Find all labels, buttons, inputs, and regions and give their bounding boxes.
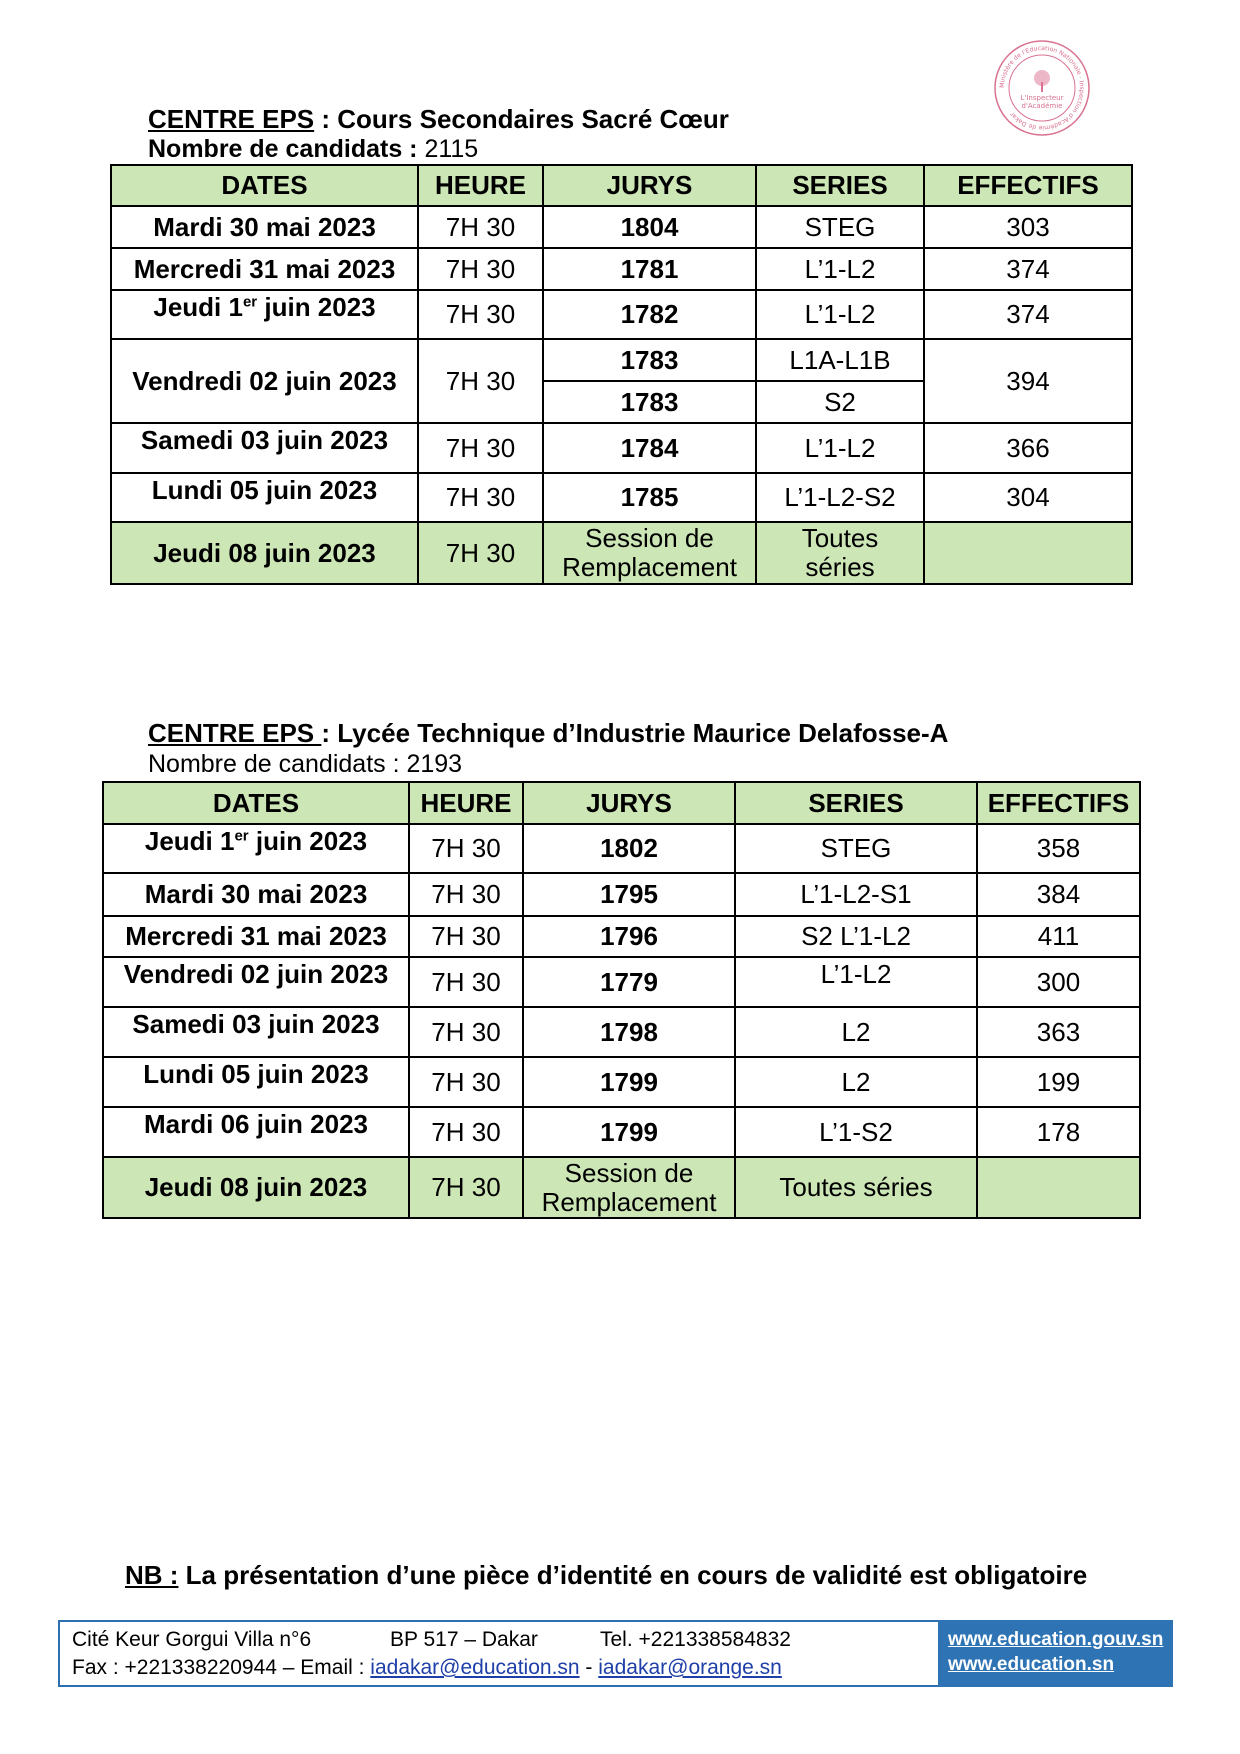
cell-heure: 7H 30 <box>418 473 543 522</box>
header-series: SERIES <box>756 165 924 206</box>
header-heure: HEURE <box>418 165 543 206</box>
cell-jury: 1802 <box>523 824 735 873</box>
header-effectifs: EFFECTIFS <box>924 165 1132 206</box>
cell-heure: 7H 30 <box>418 290 543 339</box>
cell-heure: 7H 30 <box>409 1057 523 1107</box>
cell-date: Lundi 05 juin 2023 <box>103 1057 409 1107</box>
cell-heure: 7H 30 <box>418 248 543 290</box>
cell-effectif: 303 <box>924 206 1132 248</box>
cell-series: S2 L’1-L2 <box>735 916 977 957</box>
cell-jury: 1795 <box>523 873 735 916</box>
cell-date: Mardi 06 juin 2023 <box>103 1107 409 1157</box>
cell-effectif: 363 <box>977 1007 1140 1057</box>
header-jurys: JURYS <box>543 165 756 206</box>
cell-series: L1A-L1B <box>756 339 924 381</box>
cell-heure: 7H 30 <box>409 824 523 873</box>
cell-date: Jeudi 08 juin 2023 <box>111 522 418 584</box>
nb-label: NB : <box>125 1560 179 1590</box>
table-row <box>111 423 1132 473</box>
header-jurys: JURYS <box>523 782 735 824</box>
cell-jury: 1799 <box>523 1107 735 1157</box>
stamp-outer-text: Ministère de l'Education Nationale · Inspection d'Académie de Dakar <box>998 44 1086 132</box>
cell-effectif: 300 <box>977 957 1140 1007</box>
cell-effectif: 358 <box>977 824 1140 873</box>
center-2-label: CENTRE EPS <box>148 718 322 748</box>
table-row <box>103 1057 1140 1107</box>
cell-heure: 7H 30 <box>409 1007 523 1057</box>
cell-series: L’1-L2 <box>735 957 977 1007</box>
cell-heure: 7H 30 <box>418 423 543 473</box>
footer <box>58 1620 1173 1687</box>
cell-heure: 7H 30 <box>418 206 543 248</box>
cell-heure: 7H 30 <box>409 916 523 957</box>
table-row <box>103 957 1140 1007</box>
cell-jury: 1804 <box>543 206 756 248</box>
cell-jury: 1784 <box>543 423 756 473</box>
cell-heure: 7H 30 <box>409 1107 523 1157</box>
cell-effectif: 199 <box>977 1057 1140 1107</box>
cell-date: Mardi 30 mai 2023 <box>111 206 418 248</box>
cell-effectif: 374 <box>924 290 1132 339</box>
cell-date: Jeudi 08 juin 2023 <box>103 1157 409 1218</box>
cell-effectif <box>977 1157 1140 1218</box>
table-row <box>111 248 1132 290</box>
center-1-table <box>110 164 1133 585</box>
cell-heure: 7H 30 <box>409 957 523 1007</box>
cell-effectif: 384 <box>977 873 1140 916</box>
cell-date: Vendredi 02 juin 2023 <box>103 957 409 1007</box>
website-link-gouv[interactable]: www.education.gouv.sn <box>948 1629 1164 1650</box>
center-2-table <box>102 781 1141 1219</box>
cell-jury: 1782 <box>543 290 756 339</box>
cell-jury: 1781 <box>543 248 756 290</box>
center-2-name: Lycée Technique d’Industrie Maurice Delafosse-A <box>337 718 949 748</box>
tree-icon <box>1034 70 1050 92</box>
cell-series: L’1-L2 <box>756 248 924 290</box>
cell-series: Toutes séries <box>735 1157 977 1218</box>
cell-jury: 1783 <box>543 339 756 381</box>
cell-series: L2 <box>735 1057 977 1107</box>
website-link-education[interactable]: www.education.sn <box>948 1654 1115 1675</box>
cell-jury: 1799 <box>523 1057 735 1107</box>
center-1-separator: : <box>314 104 338 134</box>
nb-text: La présentation d’une pièce d’identité en cours de validité est obligatoire <box>178 1560 1088 1590</box>
cell-jury: 1798 <box>523 1007 735 1057</box>
center-1-name: Cours Secondaires Sacré Cœur <box>337 104 729 134</box>
center-2-title <box>148 718 948 748</box>
table-header-row <box>103 782 1140 824</box>
table-row <box>103 1007 1140 1057</box>
cell-series: L2 <box>735 1007 977 1057</box>
nb-note <box>125 1560 1087 1591</box>
center-1-title <box>148 104 729 134</box>
email-link-orange[interactable]: iadakar@orange.sn <box>598 1656 782 1679</box>
cell-effectif <box>924 522 1132 584</box>
footer-fax-email: Fax : +221338220944 – Email : iadakar@education.sn - iadakar@orange.sn <box>72 1656 782 1679</box>
cell-effectif: 178 <box>977 1107 1140 1157</box>
table-row <box>111 473 1132 522</box>
cell-date: Samedi 03 juin 2023 <box>103 1007 409 1057</box>
cell-effectif: 304 <box>924 473 1132 522</box>
footer-address: Cité Keur Gorgui Villa n°6 <box>72 1628 312 1651</box>
cell-effectif: 394 <box>924 339 1132 423</box>
cell-series: S2 <box>756 381 924 423</box>
cell-series: STEG <box>735 824 977 873</box>
cell-heure: 7H 30 <box>409 873 523 916</box>
header-series: SERIES <box>735 782 977 824</box>
cell-date: Vendredi 02 juin 2023 <box>111 339 418 423</box>
cell-series: STEG <box>756 206 924 248</box>
table-row <box>111 339 1132 381</box>
cell-effectif: 411 <box>977 916 1140 957</box>
center-2-count: Nombre de candidats : 2193 <box>148 750 463 778</box>
official-stamp <box>992 38 1092 138</box>
cell-jury: Session de Remplacement <box>523 1157 735 1218</box>
cell-date: Mardi 30 mai 2023 <box>103 873 409 916</box>
table-row <box>103 1107 1140 1157</box>
center-1-count-label: Nombre de candidats : <box>148 135 418 163</box>
cell-date: Mercredi 31 mai 2023 <box>103 916 409 957</box>
cell-series: L’1-L2 <box>756 423 924 473</box>
cell-date: Jeudi 1er juin 2023 <box>111 290 418 339</box>
cell-heure: 7H 30 <box>418 339 543 423</box>
cell-date: Lundi 05 juin 2023 <box>111 473 418 522</box>
cell-effectif: 374 <box>924 248 1132 290</box>
cell-series: L’1-L2 <box>756 290 924 339</box>
cell-jury: Session de Remplacement <box>543 522 756 584</box>
footer-web-box <box>938 1620 1173 1687</box>
cell-jury: 1783 <box>543 381 756 423</box>
stamp-inner-line-1: L'Inspecteur <box>1020 94 1064 102</box>
cell-series: L’1-S2 <box>735 1107 977 1157</box>
table-row <box>111 290 1132 339</box>
footer-bp: BP 517 – Dakar <box>390 1628 538 1651</box>
header-heure: HEURE <box>409 782 523 824</box>
cell-series: L’1-L2-S1 <box>735 873 977 916</box>
footer-tel: Tel. +221338584832 <box>600 1628 791 1651</box>
stamp-inner-line-2: d'Académie <box>1021 102 1063 110</box>
cell-heure: 7H 30 <box>418 522 543 584</box>
table-row <box>103 824 1140 873</box>
table-row-remplacement <box>111 522 1132 584</box>
table-header-row <box>111 165 1132 206</box>
center-2-separator: : <box>321 718 338 748</box>
cell-jury: 1796 <box>523 916 735 957</box>
header-effectifs: EFFECTIFS <box>977 782 1140 824</box>
table-row <box>103 916 1140 957</box>
header-dates: DATES <box>111 165 418 206</box>
header-dates: DATES <box>103 782 409 824</box>
center-1-count-value: 2115 <box>417 135 479 163</box>
cell-jury: 1779 <box>523 957 735 1007</box>
footer-contact-box <box>58 1620 940 1687</box>
email-link-education[interactable]: iadakar@education.sn <box>370 1656 580 1679</box>
cell-series: Toutes séries <box>756 522 924 584</box>
cell-date: Samedi 03 juin 2023 <box>111 423 418 473</box>
table-row-remplacement <box>103 1157 1140 1218</box>
cell-series: L’1-L2-S2 <box>756 473 924 522</box>
cell-jury: 1785 <box>543 473 756 522</box>
cell-date: Jeudi 1er juin 2023 <box>103 824 409 873</box>
cell-effectif: 366 <box>924 423 1132 473</box>
table-row <box>103 873 1140 916</box>
table-row <box>111 206 1132 248</box>
cell-date: Mercredi 31 mai 2023 <box>111 248 418 290</box>
center-1-count <box>148 134 478 164</box>
cell-heure: 7H 30 <box>409 1157 523 1218</box>
center-1-label: CENTRE EPS <box>148 104 315 134</box>
